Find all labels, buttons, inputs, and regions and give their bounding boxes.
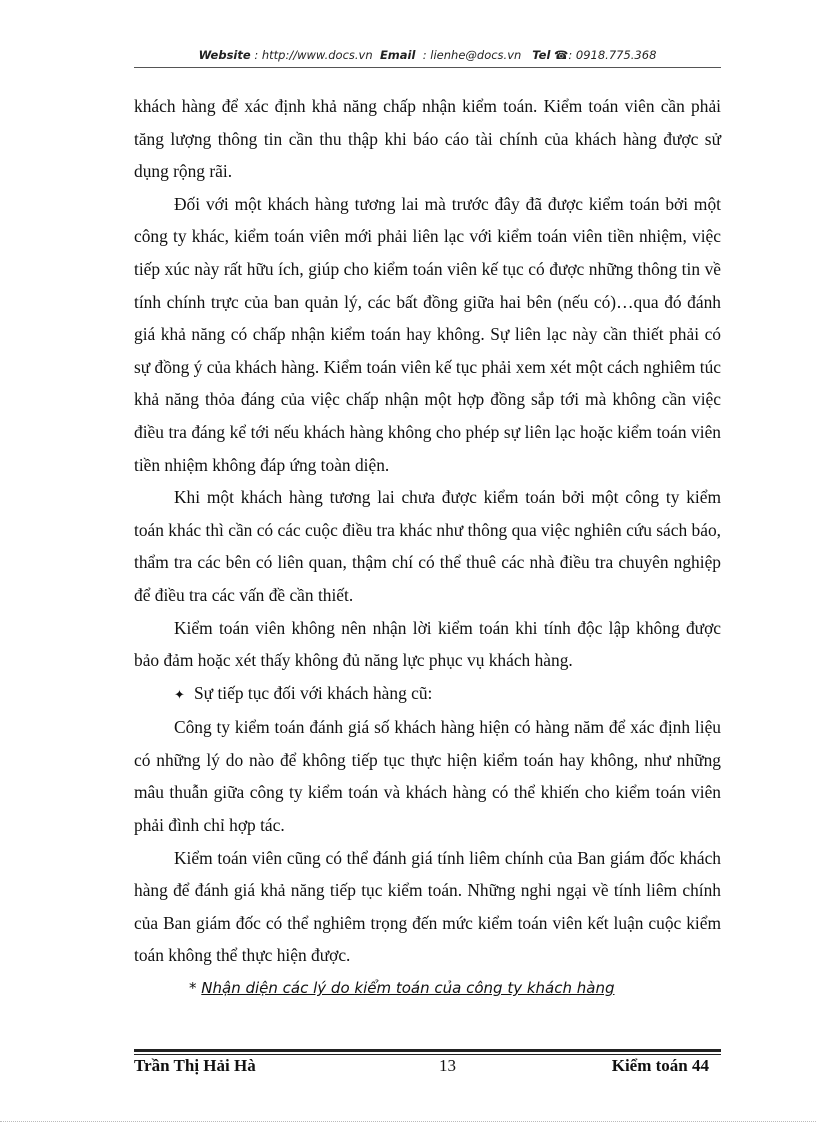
website-label: Website [198, 48, 251, 62]
bullet-item [134, 677, 721, 712]
footer-divider-thick [134, 1049, 721, 1052]
footer-divider-thin [134, 1054, 721, 1055]
paragraph: Khi một khách hàng tương lai chưa được kiểm toán bởi một công ty kiểm toán khác thì cần có các cuộc điều tra khác như thông qua việc nghiên cứu sách báo, thẩm tra các bên có liên quan, thậm chí có thể thuê các nhà điều tra chuyên nghiệp để điều tra các vấn đề cần thiết. [134, 487, 721, 605]
page-number: 13 [439, 1056, 456, 1075]
document-body [134, 90, 721, 1005]
page-header [134, 48, 721, 62]
subheading-text: Nhận diện các lý do kiểm toán của công ty khách hàng [201, 979, 615, 998]
paragraph: Kiểm toán viên cũng có thể đánh giá tính liêm chính của Ban giám đốc khách hàng để đánh giá khả năng tiếp tục kiểm toán. Những nghi ngại về tính liêm chính của Ban giám đốc có thể nghiêm trọng đến mức kiểm toán viên kết luận cuộc kiểm toán không thể thực hiện được. [134, 847, 721, 966]
email-value: : lienhe@docs.vn [422, 48, 522, 62]
page-bottom-border [0, 1121, 816, 1122]
tel-value: : 0918.775.368 [568, 48, 657, 62]
email-label: Email [379, 48, 416, 62]
subheading-marker: * [189, 979, 197, 998]
tel-label: Tel [532, 48, 551, 62]
header-divider [134, 67, 721, 68]
paragraph: Đối với một khách hàng tương lai mà trước đây đã được kiểm toán bởi một công ty khác, kiểm toán viên mới phải liên lạc với kiểm toán viên tiền nhiệm, việc tiếp xúc này rất hữu ích, giúp cho kiểm toán viên kế tục có được những thông tin về tính chính trực của ban quản lý, các bất đồng giữa hai bên (nếu có)…qua đó đánh giá khả năng có chấp nhận kiểm toán hay không. Sự liên lạc này cần thiết phải có sự đồng ý của khách hàng. Kiểm toán viên kế tục phải xem xét một cách nghiêm túc khả năng thỏa đáng của việc chấp nhận một hợp đồng sắp tới mà không cần việc điều tra đáng kể tới nếu khách hàng không cho phép sự liên lạc hoặc kiểm toán viên tiền nhiệm không đáp ứng toàn diện. [134, 193, 722, 475]
paragraph: Kiểm toán viên không nên nhận lời kiểm toán khi tính độc lập không được bảo đảm hoặc xét thấy không đủ năng lực phục vụ khách hàng. [134, 617, 721, 671]
paragraph: Công ty kiểm toán đánh giá số khách hàng hiện có hàng năm để xác định liệu có những lý do nào để không tiếp tục thực hiện kiểm toán hay không, như những mâu thuẫn giữa công ty kiểm toán và khách hàng có thể khiến cho kiểm toán viên phải đình chỉ hợp tác. [134, 717, 721, 836]
phone-icon: ☎ [554, 48, 569, 62]
subheading [134, 972, 721, 1005]
paragraph: khách hàng để xác định khả năng chấp nhận kiểm toán. Kiểm toán viên cần phải tăng lượng thông tin cần thu thập khi báo cáo tài chính của khách hàng được sử dụng rộng rãi. [134, 96, 721, 182]
footer-course: Kiểm toán 44 [611, 1056, 709, 1075]
bullet-text: Sự tiếp tục đối với khách hàng cũ: [194, 682, 433, 703]
diamond-bullet-icon: ✦ [174, 686, 185, 702]
footer-author: Trần Thị Hải Hà [134, 1056, 256, 1075]
website-value: : http://www.docs.vn [254, 48, 373, 62]
